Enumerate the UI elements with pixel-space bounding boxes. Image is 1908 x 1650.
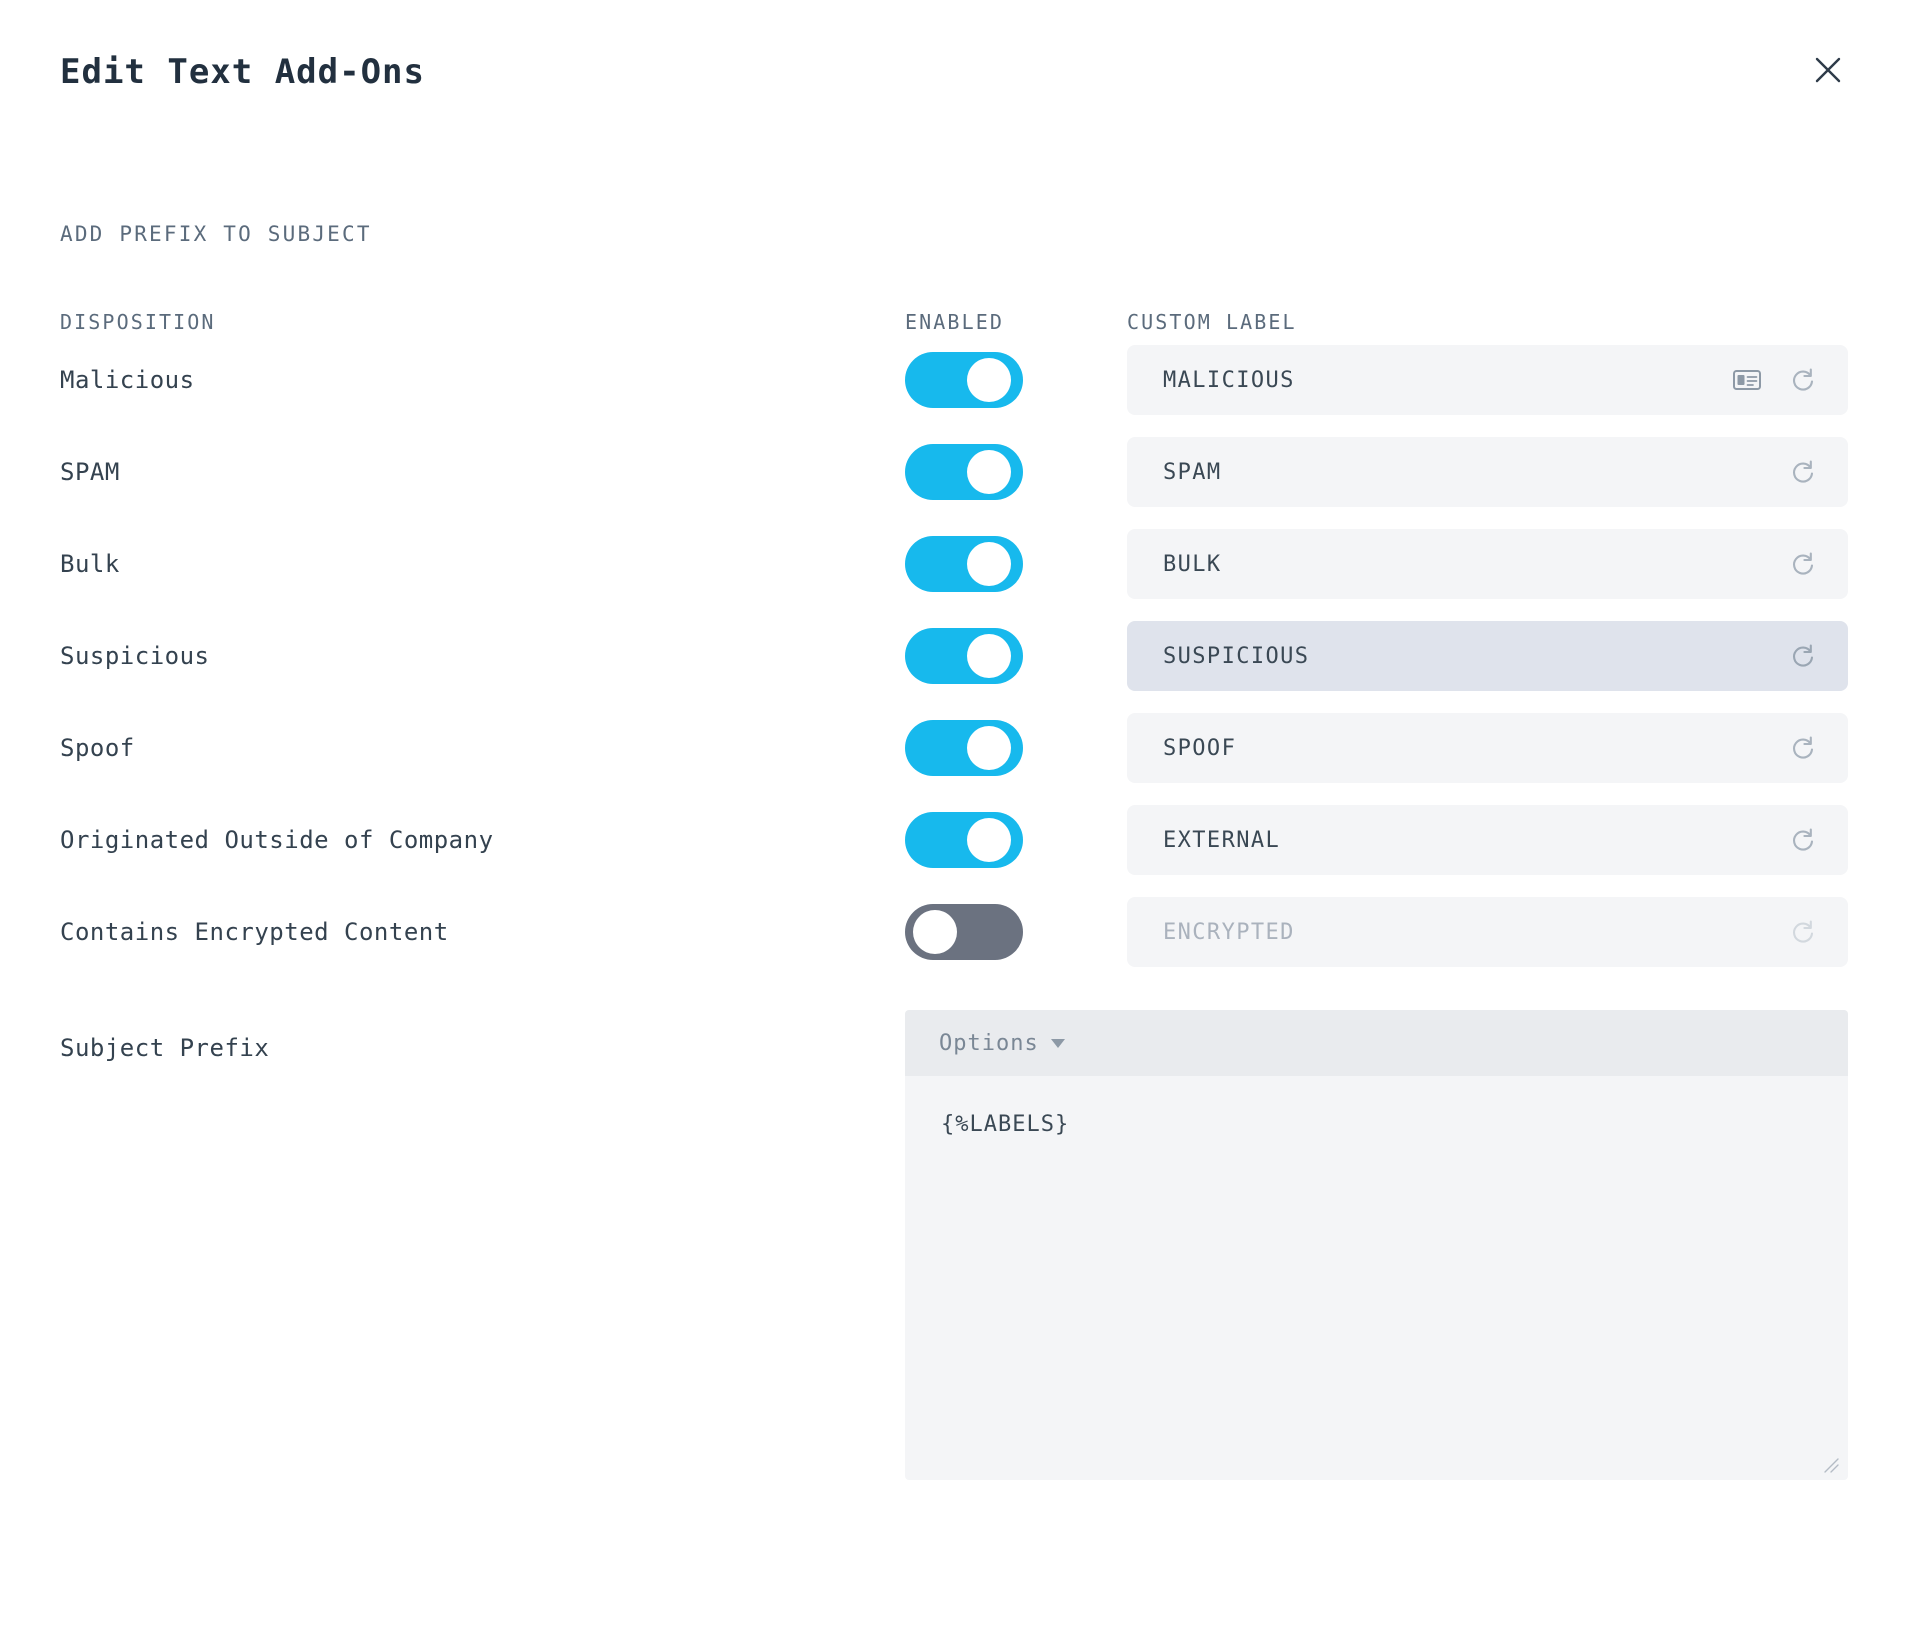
custom-label-cell (1127, 621, 1848, 691)
custom-label-input[interactable] (1127, 437, 1848, 507)
table-row (60, 334, 1848, 426)
section-title: ADD PREFIX TO SUBJECT (60, 222, 372, 246)
label-icon-group (1786, 455, 1820, 489)
subject-prefix-editor (905, 1010, 1848, 1480)
table-row (60, 886, 1848, 978)
toggle-knob (967, 542, 1011, 586)
custom-label-cell (1127, 529, 1848, 599)
column-header-enabled: ENABLED (905, 310, 1004, 334)
column-header-custom-label: CUSTOM LABEL (1127, 310, 1297, 334)
custom-label-input[interactable] (1127, 713, 1848, 783)
toggle-knob (967, 358, 1011, 402)
table-row (60, 518, 1848, 610)
reset-icon[interactable] (1786, 639, 1820, 673)
label-icon-group (1786, 915, 1820, 949)
enabled-toggle[interactable] (905, 352, 1023, 408)
reset-icon[interactable] (1786, 455, 1820, 489)
enabled-cell (905, 720, 1127, 776)
label-icon-group (1786, 823, 1820, 857)
table-row (60, 610, 1848, 702)
custom-label-cell (1127, 897, 1848, 967)
custom-label-input[interactable] (1127, 621, 1848, 691)
disposition-label: Malicious (60, 366, 195, 394)
custom-label-cell (1127, 805, 1848, 875)
enabled-cell (905, 812, 1127, 868)
reset-icon[interactable] (1786, 547, 1820, 581)
toggle-knob (967, 818, 1011, 862)
subject-prefix-section (0, 1010, 1908, 1480)
custom-label-input[interactable] (1127, 529, 1848, 599)
dialog-header (0, 0, 1908, 92)
custom-label-cell (1127, 437, 1848, 507)
disposition-label: Spoof (60, 734, 135, 762)
enabled-toggle[interactable] (905, 444, 1023, 500)
toggle-knob (967, 726, 1011, 770)
reset-icon[interactable] (1786, 823, 1820, 857)
enabled-toggle[interactable] (905, 904, 1023, 960)
custom-label-input (1127, 897, 1848, 967)
subject-prefix-label: Subject Prefix (60, 1034, 270, 1062)
custom-label-input[interactable] (1127, 805, 1848, 875)
toggle-knob (913, 910, 957, 954)
table-row (60, 702, 1848, 794)
custom-label-cell (1127, 345, 1848, 415)
label-icon-group (1786, 639, 1820, 673)
enabled-toggle[interactable] (905, 628, 1023, 684)
label-icon-group (1786, 731, 1820, 765)
toggle-knob (967, 634, 1011, 678)
enabled-toggle[interactable] (905, 812, 1023, 868)
disposition-label: Bulk (60, 550, 120, 578)
disposition-table (0, 296, 1908, 978)
disposition-label: Contains Encrypted Content (60, 918, 449, 946)
insert-variable-icon[interactable] (1730, 363, 1764, 397)
chevron-down-icon (1051, 1039, 1065, 1048)
label-icon-group (1730, 363, 1820, 397)
disposition-label: Originated Outside of Company (60, 826, 494, 854)
toggle-knob (967, 450, 1011, 494)
reset-icon[interactable] (1786, 363, 1820, 397)
enabled-cell (905, 352, 1127, 408)
table-row (60, 426, 1848, 518)
options-dropdown-button[interactable] (939, 1031, 1065, 1056)
disposition-label: Suspicious (60, 642, 210, 670)
enabled-cell (905, 628, 1127, 684)
enabled-cell (905, 444, 1127, 500)
label-icon-group (1786, 547, 1820, 581)
table-header-row (60, 296, 1848, 334)
disposition-label: SPAM (60, 458, 120, 486)
editor-value[interactable]: {%LABELS} (941, 1112, 1070, 1137)
reset-icon (1786, 915, 1820, 949)
enabled-cell (905, 536, 1127, 592)
column-header-disposition: DISPOSITION (60, 310, 216, 334)
enabled-cell (905, 904, 1127, 960)
editor-body[interactable] (905, 1076, 1848, 1480)
close-icon[interactable] (1806, 48, 1850, 92)
table-row (60, 794, 1848, 886)
options-button-label: Options (939, 1030, 1039, 1056)
editor-toolbar (905, 1010, 1848, 1076)
reset-icon[interactable] (1786, 731, 1820, 765)
page-title: Edit Text Add-Ons (60, 52, 425, 92)
enabled-toggle[interactable] (905, 536, 1023, 592)
enabled-toggle[interactable] (905, 720, 1023, 776)
resize-handle-icon[interactable] (1822, 1456, 1840, 1474)
custom-label-cell (1127, 713, 1848, 783)
